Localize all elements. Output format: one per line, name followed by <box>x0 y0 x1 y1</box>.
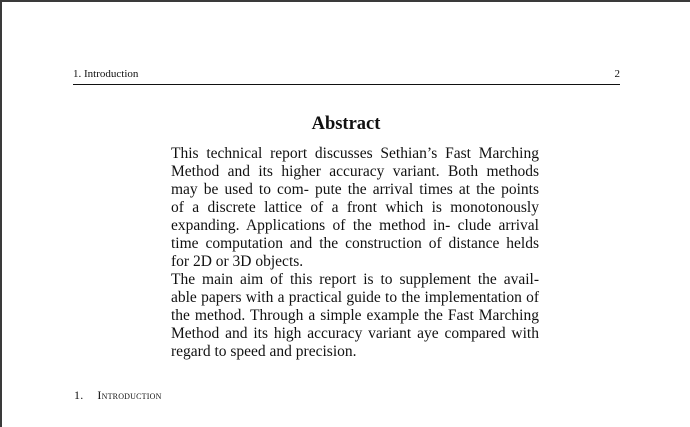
section-title: Introduction <box>97 388 162 402</box>
page-number: 2 <box>614 68 620 80</box>
text-line: time computation and the construction of distance helds <box>171 235 539 252</box>
text-line: able papers with a practical guide to the implementation of <box>171 289 539 306</box>
text-line: The main aim of this report is to supplement the avail- <box>171 271 539 288</box>
abstract-title: Abstract <box>311 114 381 134</box>
section-number: 1. <box>74 388 84 402</box>
section-heading <box>74 388 162 403</box>
abstract-paragraph-2 <box>154 271 539 361</box>
text-line: for 2D or 3D objects. <box>171 253 304 270</box>
text-line: the method. Through a simple example the Fast Marching <box>171 307 539 324</box>
text-line: Method and its higher accuracy variant. Both methods <box>171 163 539 180</box>
text-line: regard to speed and precision. <box>171 343 357 360</box>
abstract-body <box>154 145 539 361</box>
running-header <box>73 68 620 85</box>
text-line: Method and its high accuracy variant aye compared with <box>171 325 539 342</box>
running-header-section: 1. Introduction <box>73 68 139 80</box>
abstract-paragraph-1 <box>154 145 539 271</box>
text-line: may be used to com- pute the arrival times at the points <box>171 181 539 198</box>
text-line: expanding. Applications of the method in- clude arrival <box>171 217 539 234</box>
text-line: of a discrete lattice of a front which is monotonously <box>171 199 539 216</box>
text-line: This technical report discusses Sethian’s Fast Marching <box>171 145 539 162</box>
document-page <box>2 2 690 427</box>
